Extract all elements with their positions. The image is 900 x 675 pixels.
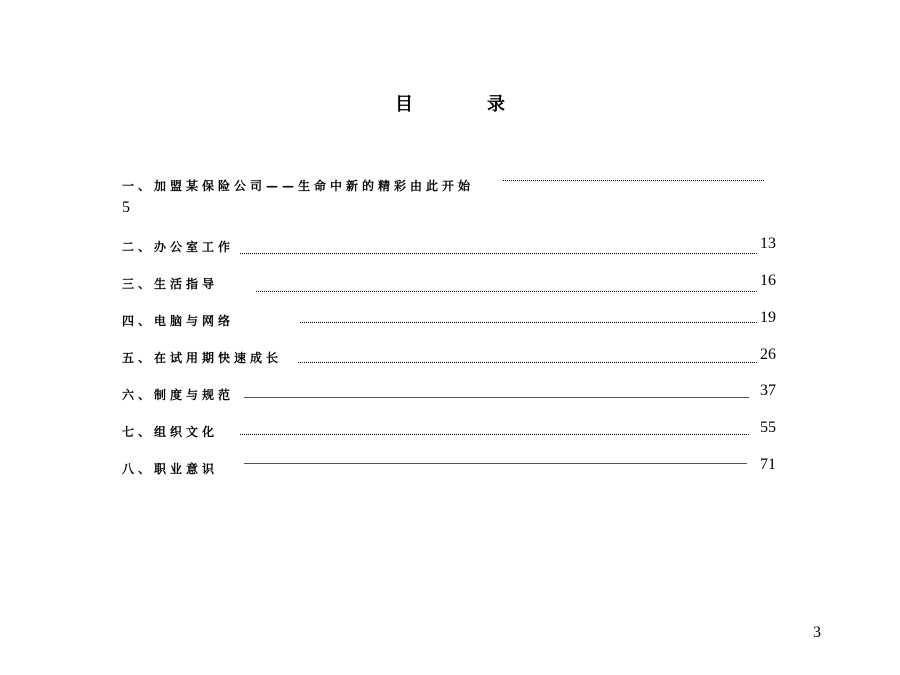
page-number: 3 xyxy=(813,624,821,641)
toc-entry-8-leader xyxy=(244,463,747,464)
toc-entry-3-leader xyxy=(256,291,757,292)
toc-entry-7-leader xyxy=(240,434,749,435)
toc-entry-1-leader xyxy=(503,180,764,181)
toc-entry-6-leader xyxy=(244,397,749,398)
toc-entry-3-page[interactable]: 16 xyxy=(760,272,776,289)
toc-entry-4-leader xyxy=(300,322,757,323)
toc-entry-4-label[interactable]: 四、电脑与网络 xyxy=(122,314,235,328)
toc-title: 目 录 xyxy=(395,94,533,115)
toc-entry-5-label[interactable]: 五、在试用期快速成长 xyxy=(122,351,283,365)
toc-entry-6-page[interactable]: 37 xyxy=(760,382,776,399)
toc-entry-2-label[interactable]: 二、办公室工作 xyxy=(122,240,235,254)
toc-entry-7-page[interactable]: 55 xyxy=(760,419,776,436)
toc-entry-4-page[interactable]: 19 xyxy=(760,309,776,326)
toc-entry-2-leader xyxy=(240,253,757,254)
toc-entry-1-label[interactable]: 一、加盟某保险公司——生命中新的精彩由此开始 xyxy=(122,179,475,193)
toc-entry-3-label[interactable]: 三、生活指导 xyxy=(122,277,219,291)
toc-entry-1-page[interactable]: 5 xyxy=(122,199,130,216)
toc-entry-5-leader xyxy=(298,362,757,363)
toc-entry-8-label[interactable]: 八、职业意识 xyxy=(122,462,219,476)
toc-entry-8-page[interactable]: 71 xyxy=(760,456,776,473)
toc-entry-2-page[interactable]: 13 xyxy=(760,235,776,252)
toc-entry-5-page[interactable]: 26 xyxy=(760,346,776,363)
toc-entry-7-label[interactable]: 七、组织文化 xyxy=(122,425,219,439)
toc-entry-6-label[interactable]: 六、制度与规范 xyxy=(122,388,235,402)
